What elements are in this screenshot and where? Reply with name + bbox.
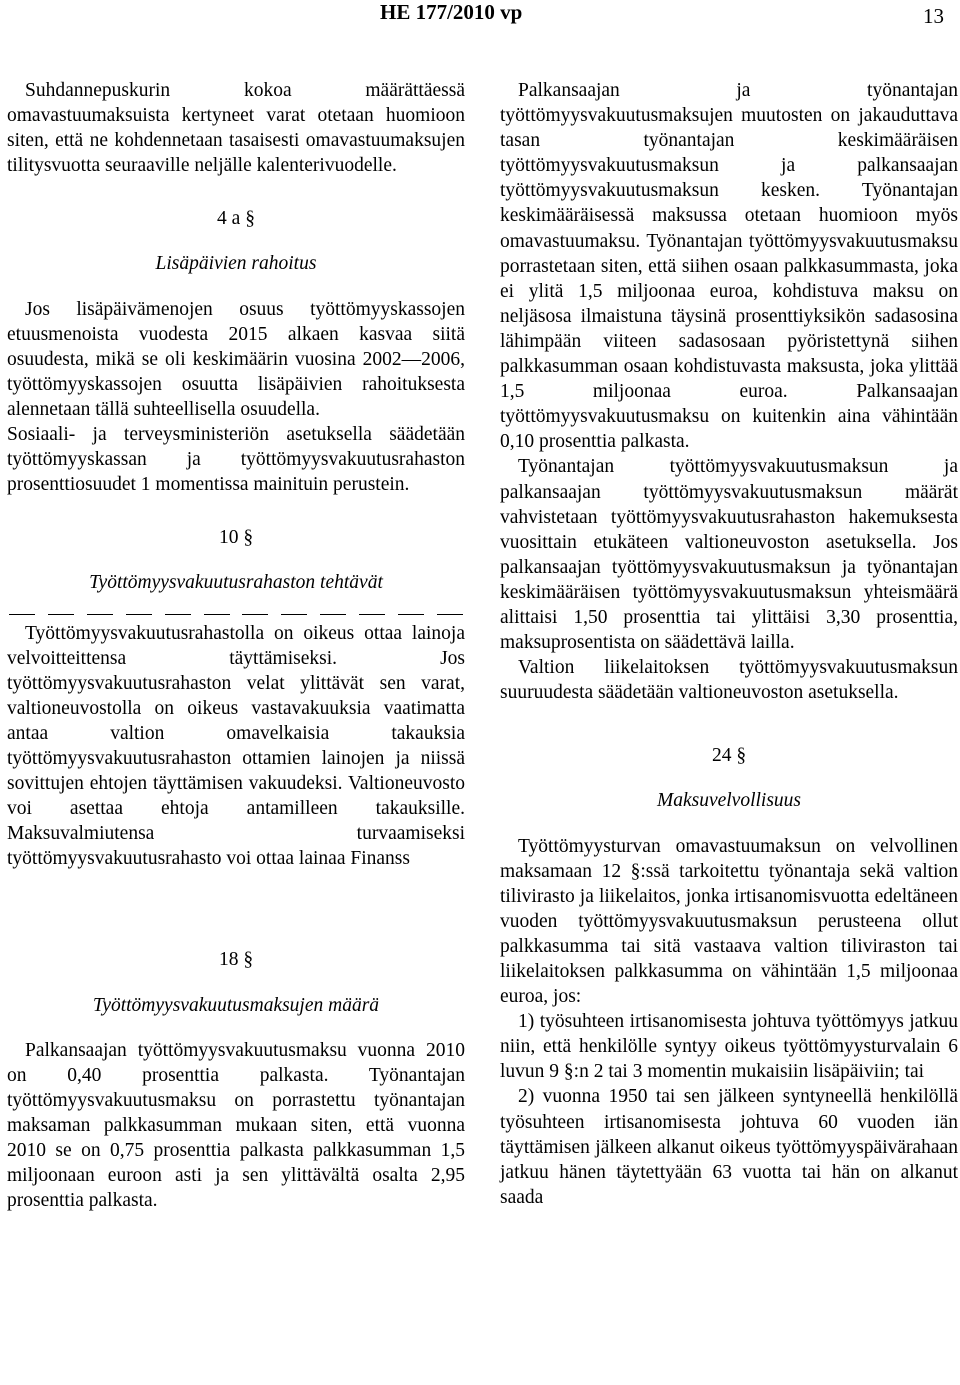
section-number: 24 § — [711, 745, 747, 767]
right-column — [500, 78, 958, 1210]
list-item: 2) vuonna 1950 tai sen jälkeen syntyneellä henkilöllä työsuhteen irtisanomisesta johtuva 60 vuoden iän täyttämisen jälkeen alkanut oikeus työttömyyspäivärahaan jatkuu hänen täytettyään 63 vuotta tai hän on alkanut saada — [500, 1086, 958, 1208]
paragraph: Työttömyysturvan omavastuumaksun on velvollinen maksamaan 12 §:ssä tarkoitettu työnantaja sekä valtion tilivirasto ja liikelaitos, jonka irtisanomisvuotta edeltäneen vuoden työttömyysvakuutusmaksun perusteena ollut palkkasumma tai sitä vastaava valtion tiliviraston tai liikelaitoksen palkkasumma on vähintään 1,5 miljoonaa euroa, jos: — [500, 835, 958, 1008]
paragraph: Palkansaajan työttömyysvakuutusmaksu vuonna 2010 on 0,40 prosenttia palkasta. Työnantajan työttömyysvakuutusmaksu on porrastettu työnantajan maksaman palkkasumman mukaan siten, että vuonna 2010 se on 0,75 prosenttia palkasta palkkasumman 1,5 miljoonaan euroon asti ja sen ylittävältä osalta 2,95 prosenttia palkasta. — [7, 1039, 465, 1212]
paragraph: Työnantajan työttömyysvakuutusmaksun ja palkansaajan työttömyysvakuutusmaksun määrät vahvistetaan työttömyysvakuutusrahaston hakemuksesta vuosittain etukäteen valtioneuvoston asetuksella. Jos palkansaajan työttömyysvakuutusmaksun ja työnantajan keskimääräisen työttömyysvakuutusmaksun yhteismäärä alittaisi 1,50 prosenttia tai ylittäisi 3,30 prosenttia, maksuprosentista on säädettävä lailla. — [500, 456, 958, 654]
paragraph: Palkansaajan ja työnantajan työttömyysvakuutusmaksujen muutosten on jakauduttava tasan työnantajan keskimääräisen työttömyysvakuutusmaksun ja palkansaajan työttömyysvakuutusmaksun kesken. Työnantajan keskimääräisessä maksussa otetaan huomioon myös omavastuumaksu. Työnantajan työttömyysvakuutusmaksu porrastetaan siten, että siihen osaan palkkasummasta, joka ei ylitä 1,5 miljoonaa euroa, kohdistuva maksu on neljäsosa ilmaistuna täysinä prosenttiyksikön sadasosina lähimpään viiteen sadasosaan pyöristettynä siihen palkkasumman osaan kohdistuvasta maksusta, joka ylittää 1,5 miljoonaa euroa. Palkansaajan työttömyysvakuutusmaksu on kuitenkin aina vähintään 0,10 prosenttia palkasta. — [500, 80, 958, 453]
list-item: 1) työsuhteen irtisanomisesta johtuva työttömyys jatkuu niin, että henkilölle syntyy oikeus työttömyysturvalain 6 luvun 9 §:n 2 tai 3 momentin mukaisiin lisäpäiviin; tai — [500, 1011, 958, 1083]
paragraph: Suhdannepuskurin kokoa määrättäessä omavastuumaksuista kertyneet varat otetaan huomioon siten, että ne kohdennetaan tasaisesti omavastuumaksujen tilitysvuotta seuraaville neljälle kalenterivuodelle. — [7, 80, 465, 177]
section-title: Maksuvelvollisuus — [656, 790, 802, 812]
section-title: Työttömyysvakuutusrahaston tehtävät — [89, 572, 383, 594]
section-number: 18 § — [218, 949, 254, 971]
paragraph: Valtion liikelaitoksen työttömyysvakuutusmaksun suuruudesta säädetään valtioneuvoston asetuksella. — [500, 657, 958, 704]
paragraph: Jos lisäpäivämenojen osuus työttömyyskassojen etuusmenoista vuodesta 2015 alkaen kasvaa siitä osuudesta, mikä se oli keskimäärin vuosina 2002—2006, työttömyyskassojen osuutta lisäpäivien rahoituksesta alennetaan tällä suhteellisella osuudella. — [7, 298, 465, 420]
section-number: 10 § — [218, 527, 254, 549]
page-header — [0, 0, 960, 30]
section-number: 4 a § — [217, 208, 255, 230]
page-number: 13 — [923, 4, 944, 28]
omission-dashes — [7, 614, 465, 615]
document-id: HE 177/2010 vp — [380, 0, 523, 24]
left-column — [7, 78, 465, 1213]
paragraph: Sosiaali- ja terveysministeriön asetuksella säädetään työttömyyskassan ja työttömyysvakuutusrahaston prosenttiosuudet 1 momentissa mainituin perustein. — [7, 424, 465, 496]
section-title: Työttömyysvakuutusmaksujen määrä — [92, 994, 380, 1016]
section-title: Lisäpäivien rahoitus — [155, 253, 317, 275]
paragraph: Työttömyysvakuutusrahastolla on oikeus ottaa lainoja velvoitteittensa täyttämiseksi. Jos työttömyysvakuutusrahaston velat ylittävät sen varat, valtioneuvostolla on oikeus vastavakuuksia vaatimatta antaa valtion omavelkaisia takauksia työttömyysvakuutusrahaston ottamien lainojen ja niissä sovittujen ehtojen täyttämisen vakuudeksi. Valtioneuvosto voi asettaa ehtoja antamilleen takauksille. Maksuvalmiutensa turvaamiseksi työttömyysvakuutusrahasto voi ottaa lainaa Finanss — [7, 622, 465, 870]
